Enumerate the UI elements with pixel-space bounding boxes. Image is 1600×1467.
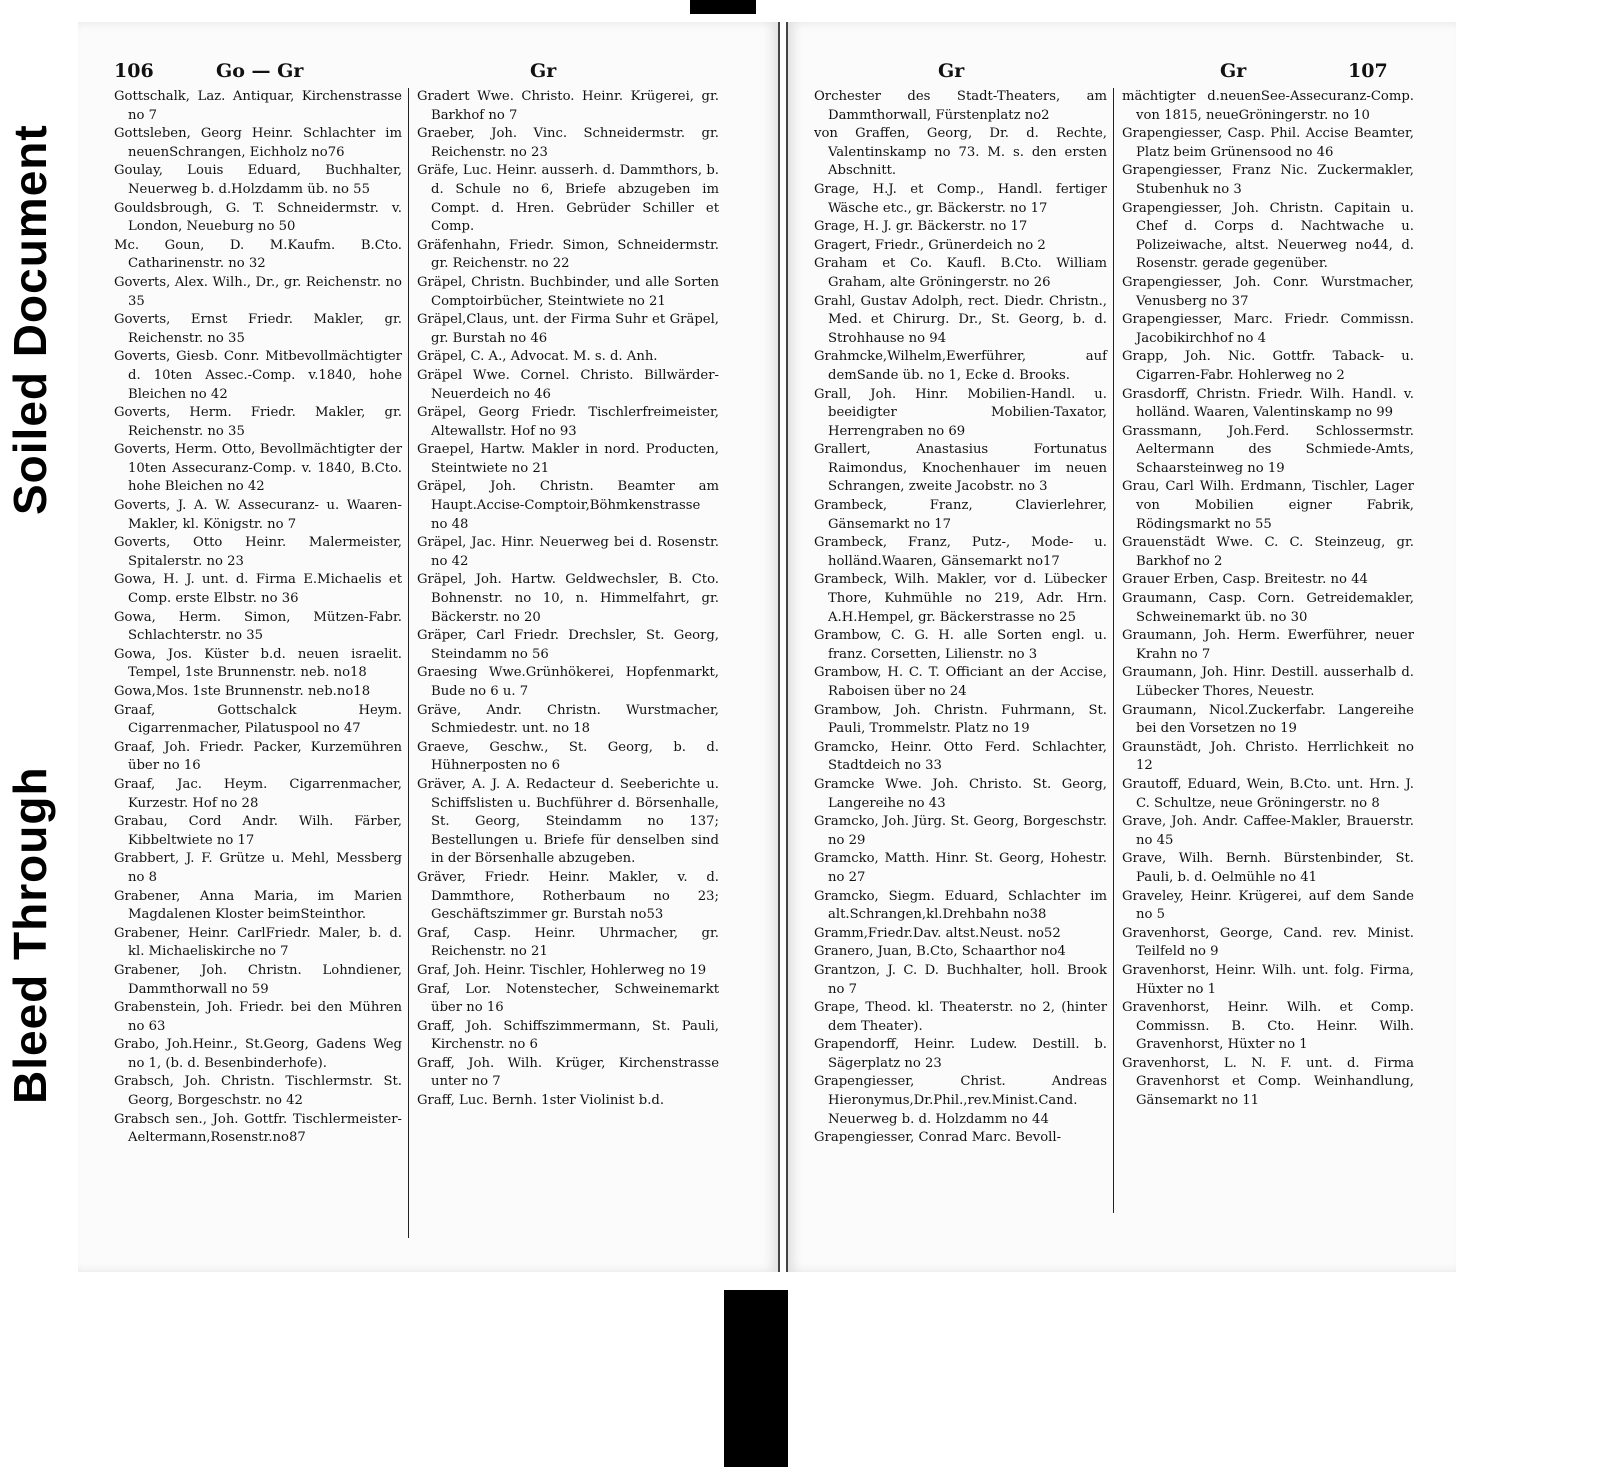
- directory-entry: Gräper, Carl Friedr. Drechsler, St. Georg, Steindamm no 56: [417, 628, 719, 662]
- right-page-columns: [814, 88, 1414, 1213]
- directory-entry: Graaf, Jac. Heym. Cigarrenmacher, Kurzestr. Hof no 28: [114, 776, 402, 811]
- directory-entry: Gowa, Jos. Küster b.d. neuen israelit. Tempel, 1ste Brunnenstr. neb. no18: [114, 646, 402, 681]
- directory-entry: Goulay, Louis Eduard, Buchhalter, Neuerweg b. d.Holzdamm üb. no 55: [114, 163, 402, 197]
- directory-entry: Grau, Carl Wilh. Erdmann, Tischler, Lager von Mobilien eigner Fabrik, Rödingsmarkt no 55: [1122, 479, 1414, 532]
- directory-entry: Goverts, Giesb. Conr. Mitbevollmächtigter d. 10ten Assec.-Comp. v.1840, hohe Bleichen no 42: [114, 349, 402, 402]
- directory-entry: Gragert, Friedr., Grünerdeich no 2: [814, 237, 1046, 253]
- directory-entry: Gravenhorst, L. N. F. unt. d. Firma Gravenhorst et Comp. Weinhandlung, Gänsemarkt no 11: [1122, 1055, 1414, 1109]
- directory-entry: Grambeck, Franz, Putz-, Mode- u. holländ.Waaren, Gänsemarkt no17: [814, 535, 1107, 569]
- directory-entry: Goverts, Ernst Friedr. Makler, gr. Reichenstr. no 35: [114, 312, 402, 346]
- directory-entry: Grapengiesser, Christ. Andreas Hieronymus,Dr.Phil.,rev.Minist.Cand. Neuerweg b. d. Holzdamm no 44: [814, 1074, 1107, 1127]
- running-head-right: Gr: [530, 60, 557, 82]
- directory-entry: Granero, Juan, B.Cto, Schaarthor no4: [814, 944, 1066, 960]
- spine-clip-bottom: [724, 1290, 788, 1467]
- directory-entry: Grage, H. J. gr. Bäckerstr. no 17: [814, 219, 1028, 235]
- directory-entry: Gräfenhahn, Friedr. Simon, Schneidermstr. gr. Reichenstr. no 22: [417, 237, 719, 272]
- soiled-document-stamp: Soiled Document: [4, 124, 56, 516]
- directory-entry: Graf, Lor. Notenstecher, Schweinemarkt über no 16: [417, 981, 719, 1016]
- directory-entry: Grautoff, Eduard, Wein, B.Cto. unt. Hrn. J. C. Schultze, neue Gröningerstr. no 8: [1122, 776, 1414, 811]
- running-head-left: Gr: [938, 60, 965, 82]
- directory-entry: Gräpel, Joh. Christn. Beamter am Haupt.Accise-Comptoir,Böhmkenstrasse no 48: [417, 479, 719, 532]
- directory-entry: Graveley, Heinr. Krügerei, auf dem Sande no 5: [1122, 888, 1414, 923]
- directory-entry: Graff, Luc. Bernh. 1ster Violinist b.d.: [417, 1093, 665, 1109]
- directory-entry: Grasdorff, Christn. Friedr. Wilh. Handl. v. holländ. Waaren, Valentinskamp no 99: [1122, 386, 1414, 421]
- directory-entry: Grambow, H. C. T. Officiant an der Accise, Raboisen über no 24: [814, 665, 1107, 699]
- directory-entry: Grapendorff, Heinr. Ludew. Destill. b. Sägerplatz no 23: [814, 1037, 1107, 1071]
- directory-entry: Graff, Joh. Wilh. Krüger, Kirchenstrasse unter no 7: [417, 1055, 719, 1090]
- directory-entry: Graunstädt, Joh. Christo. Herrlichkeit no 12: [1122, 739, 1414, 774]
- directory-entry: Grambeck, Franz, Clavierlehrer, Gänsemarkt no 17: [814, 498, 1107, 532]
- left-page-columns: [114, 88, 719, 1238]
- directory-entry: Grabsch sen., Joh. Gottfr. Tischlermeister-Aeltermann,Rosenstr.no87: [114, 1111, 402, 1146]
- directory-entry: Mc. Goun, D. M.Kaufm. B.Cto. Catharinenstr. no 32: [114, 237, 402, 272]
- directory-entry: Grabener, Joh. Christn. Lohndiener, Dammthorwall no 59: [114, 962, 402, 997]
- directory-entry: Graesing Wwe.Grünhökerei, Hopfenmarkt, Bude no 6 u. 7: [417, 665, 719, 699]
- directory-entry: Gouldsbrough, G. T. Schneidermstr. v. London, Neueburg no 50: [114, 200, 402, 235]
- directory-entry: Graf, Joh. Heinr. Tischler, Hohlerweg no 19: [417, 962, 707, 978]
- directory-entry: Grassmann, Joh.Ferd. Schlossermstr. Aeltermann des Schmiede-Amts, Schaarsteinweg no 19: [1122, 423, 1414, 476]
- directory-entry: Gräfe, Luc. Heinr. ausserh. d. Dammthors, b. d. Schule no 6, Briefe abzugeben im Compt. d. Hren. Gebrüder Schiller et Comp.: [417, 163, 719, 235]
- directory-entry: Goverts, Herm. Friedr. Makler, gr. Reichenstr. no 35: [114, 405, 402, 439]
- directory-entry: mächtigter d.neuenSee-Assecuranz-Comp. von 1815, neueGröningerstr. no 10: [1122, 89, 1414, 123]
- bleed-through-stamp: Bleed Through: [4, 766, 56, 1104]
- directory-entry: Grauer Erben, Casp. Breitestr. no 44: [1122, 572, 1368, 588]
- directory-entry: Gräpel,Claus, unt. der Firma Suhr et Gräpel, gr. Burstah no 46: [417, 312, 719, 346]
- running-head-left: Go — Gr: [216, 60, 304, 82]
- directory-entry: Grabener, Anna Maria, im Marien Magdalenen Kloster beimSteinthor.: [114, 888, 402, 923]
- directory-entry: Gräpel, Joh. Hartw. Geldwechsler, B. Cto. Bohnenstr. no 10, n. Himmelfahrt, gr. Bäckerstr. no 20: [417, 572, 719, 625]
- directory-entry: Grauenstädt Wwe. C. C. Steinzeug, gr. Barkhof no 2: [1122, 535, 1414, 569]
- directory-entry: Gramcko, Siegm. Eduard, Schlachter im alt.Schrangen,kl.Drehbahn no38: [814, 888, 1107, 923]
- left-page: [78, 22, 780, 1272]
- directory-entry: Gottsleben, Georg Heinr. Schlachter im neuenSchrangen, Eichholz no76: [114, 126, 402, 160]
- directory-entry: Grabbert, J. F. Grütze u. Mehl, Messberg no 8: [114, 851, 402, 885]
- directory-entry: Gräpel, Jac. Hinr. Neuerweg bei d. Rosenstr. no 42: [417, 535, 719, 569]
- directory-entry: Graham et Co. Kaufl. B.Cto. William Graham, alte Gröningerstr. no 26: [814, 256, 1107, 290]
- directory-entry: Graff, Joh. Schiffszimmermann, St. Pauli, Kirchenstr. no 6: [417, 1018, 719, 1053]
- directory-entry: Gräpel Wwe. Cornel. Christo. Billwärder-Neuerdeich no 46: [417, 367, 719, 402]
- directory-entry: Grambow, Joh. Christn. Fuhrmann, St. Pauli, Trommelstr. Platz no 19: [814, 702, 1107, 737]
- directory-entry: Gräpel, C. A., Advocat. M. s. d. Anh.: [417, 349, 658, 365]
- running-head-right: Gr: [1220, 60, 1247, 82]
- directory-entry: Grahmcke,Wilhelm,Ewerführer, auf demSande üb. no 1, Ecke d. Brooks.: [814, 349, 1107, 383]
- directory-entry: Grapengiesser, Casp. Phil. Accise Beamter, Platz beim Grünensood no 46: [1122, 126, 1414, 160]
- directory-entry: Grahl, Gustav Adolph, rect. Diedr. Christn., Med. et Chirurg. Dr., St. Georg, b. d. Strohhause no 94: [814, 293, 1107, 346]
- directory-entry: Orchester des Stadt-Theaters, am Dammthorwall, Fürstenplatz no2: [814, 89, 1107, 123]
- directory-entry: Grantzon, J. C. D. Buchhalter, holl. Brook no 7: [814, 962, 1107, 997]
- directory-entry: Grambeck, Wilh. Makler, vor d. Lübecker Thore, Kuhmühle no 219, Adr. Hrn. A.H.Hempel, gr. Bäckerstrasse no 25: [814, 572, 1107, 625]
- directory-entry: Gravenhorst, George, Cand. rev. Minist. Teilfeld no 9: [1122, 925, 1414, 960]
- directory-entry: Gowa, Herm. Simon, Mützen-Fabr. Schlachterstr. no 35: [114, 609, 402, 644]
- directory-entry: Grapengiesser, Joh. Conr. Wurstmacher, Venusberg no 37: [1122, 274, 1414, 309]
- directory-entry: Gramcko, Matth. Hinr. St. Georg, Hohestr. no 27: [814, 851, 1107, 885]
- directory-entry: Grabo, Joh.Heinr., St.Georg, Gadens Weg no 1, (b. d. Besenbinderhofe).: [114, 1037, 402, 1071]
- page-number: 106: [114, 60, 154, 82]
- spine-clip-top: [690, 0, 756, 14]
- directory-entry: Gramcko, Joh. Jürg. St. Georg, Borgeschstr. no 29: [814, 814, 1107, 848]
- directory-entry: Grambow, C. G. H. alle Sorten engl. u. franz. Corsetten, Lilienstr. no 3: [814, 628, 1107, 662]
- directory-entry: Gramcke Wwe. Joh. Christo. St. Georg, Langereihe no 43: [814, 776, 1107, 811]
- directory-entry: Gowa,Mos. 1ste Brunnenstr. neb.no18: [114, 684, 371, 699]
- directory-entry: Gräpel, Georg Friedr. Tischlerfreimeister, Altewallstr. Hof no 93: [417, 405, 719, 439]
- directory-entry: Grabener, Heinr. CarlFriedr. Maler, b. d. kl. Michaeliskirche no 7: [114, 925, 402, 960]
- directory-entry: Goverts, J. A. W. Assecuranz- u. Waaren-Makler, kl. Königstr. no 7: [114, 498, 402, 532]
- directory-entry: Gottschalk, Laz. Antiquar, Kirchenstrasse no 7: [114, 89, 402, 123]
- right-page-column-b: [1114, 88, 1414, 1213]
- directory-entry: Graaf, Joh. Friedr. Packer, Kurzemühren über no 16: [114, 739, 402, 774]
- directory-entry: Grabau, Cord Andr. Wilh. Färber, Kibbeltwiete no 17: [114, 814, 402, 848]
- left-page-column-a: [114, 88, 409, 1238]
- directory-entry: Gräpel, Christn. Buchbinder, und alle Sorten Comptoirbücher, Steintwiete no 21: [417, 274, 719, 309]
- directory-entry: Gräver, A. J. A. Redacteur d. Seeberichte u. Schiffslisten u. Buchführer d. Börsenhalle, St. Georg, Steindamm no 137; Bestellungen u. Briefe für denselben sind in der Börsenhalle abzugeben.: [417, 776, 719, 867]
- directory-entry: Grapengiesser, Conrad Marc. Bevoll-: [814, 1130, 1062, 1146]
- directory-entry: Graepel, Hartw. Makler in nord. Producten, Steintwiete no 21: [417, 442, 719, 476]
- directory-entry: Grabenstein, Joh. Friedr. bei den Mühren no 63: [114, 1000, 402, 1034]
- directory-entry: Grapp, Joh. Nic. Gottfr. Taback- u. Cigarren-Fabr. Hohlerweg no 2: [1122, 349, 1414, 383]
- directory-entry: Grabsch, Joh. Christn. Tischlermstr. St. Georg, Borgeschstr. no 42: [114, 1074, 402, 1109]
- directory-entry: Grallert, Anastasius Fortunatus Raimondus, Knochenhauer im neuen Schrangen, zweite Jacobstr. no 3: [814, 442, 1107, 495]
- directory-entry: Graf, Casp. Heinr. Uhrmacher, gr. Reichenstr. no 21: [417, 925, 719, 960]
- directory-entry: Graeber, Joh. Vinc. Schneidermstr. gr. Reichenstr. no 23: [417, 126, 719, 160]
- directory-entry: Goverts, Otto Heinr. Malermeister, Spitalerstr. no 23: [114, 535, 402, 569]
- directory-entry: Gramcko, Heinr. Otto Ferd. Schlachter, Stadtdeich no 33: [814, 739, 1107, 774]
- directory-entry: Grapengiesser, Franz Nic. Zuckermakler, Stubenhuk no 3: [1122, 163, 1414, 197]
- directory-entry: Gradert Wwe. Christo. Heinr. Krügerei, gr. Barkhof no 7: [417, 89, 719, 123]
- directory-entry: Graumann, Casp. Corn. Getreidemakler, Schweinemarkt üb. no 30: [1122, 591, 1414, 625]
- directory-entry: Gramm,Friedr.Dav. altst.Neust. no52: [814, 925, 1061, 941]
- directory-entry: Goverts, Herm. Otto, Bevollmächtigter der 10ten Assecuranz-Comp. v. 1840, B.Cto. hohe Bleichen no 42: [114, 442, 402, 495]
- directory-entry: Grave, Wilh. Bernh. Bürstenbinder, St. Pauli, b. d. Oelmühle no 41: [1122, 851, 1414, 885]
- directory-entry: Graumann, Joh. Hinr. Destill. ausserhalb d. Lübecker Thores, Neuestr.: [1122, 665, 1414, 699]
- directory-entry: Graumann, Nicol.Zuckerfabr. Langereihe bei den Vorsetzen no 19: [1122, 702, 1414, 737]
- directory-entry: Graaf, Gottschalck Heym. Cigarrenmacher, Pilatuspool no 47: [114, 702, 402, 737]
- directory-entry: Gowa, H. J. unt. d. Firma E.Michaelis et Comp. erste Elbstr. no 36: [114, 572, 402, 607]
- directory-entry: Gräver, Friedr. Heinr. Makler, v. d. Dammthore, Rotherbaum no 23; Geschäftszimmer gr. Burstah no53: [417, 869, 719, 923]
- right-page: [786, 22, 1456, 1272]
- right-page-column-a: [814, 88, 1114, 1213]
- directory-entry: von Graffen, Georg, Dr. d. Rechte, Valentinskamp no 73. M. s. den ersten Abschnitt.: [814, 126, 1107, 179]
- directory-entry: Graumann, Joh. Herm. Ewerführer, neuer Krahn no 7: [1122, 628, 1414, 662]
- directory-entry: Grage, H.J. et Comp., Handl. fertiger Wäsche etc., gr. Bäckerstr. no 17: [814, 181, 1107, 216]
- directory-entry: Graeve, Geschw., St. Georg, b. d. Hühnerposten no 6: [417, 739, 719, 774]
- directory-entry: Gravenhorst, Heinr. Wilh. unt. folg. Firma, Hüxter no 1: [1122, 962, 1414, 997]
- directory-entry: Gräve, Andr. Christn. Wurstmacher, Schmiedestr. unt. no 18: [417, 702, 719, 737]
- directory-entry: Grape, Theod. kl. Theaterstr. no 2, (hinter dem Theater).: [814, 1000, 1107, 1034]
- directory-entry: Gravenhorst, Heinr. Wilh. et Comp. Commissn. B. Cto. Heinr. Wilh. Gravenhorst, Hüxter no 1: [1122, 1000, 1414, 1053]
- directory-entry: Grapengiesser, Marc. Friedr. Commissn. Jacobikirchhof no 4: [1122, 312, 1414, 346]
- page-number: 107: [1348, 60, 1388, 82]
- directory-entry: Grapengiesser, Joh. Christn. Capitain u. Chef d. Corps d. Nachtwache u. Polizeiwache, altst. Neuerweg no44, d. Rosenstr. gerade gegenüber.: [1122, 200, 1414, 272]
- directory-entry: Grave, Joh. Andr. Caffee-Makler, Brauerstr. no 45: [1122, 814, 1414, 848]
- directory-entry: Grall, Joh. Hinr. Mobilien-Handl. u. beeidigter Mobilien-Taxator, Herrengraben no 69: [814, 386, 1107, 439]
- left-page-column-b: [409, 88, 719, 1238]
- directory-entry: Goverts, Alex. Wilh., Dr., gr. Reichenstr. no 35: [114, 274, 402, 309]
